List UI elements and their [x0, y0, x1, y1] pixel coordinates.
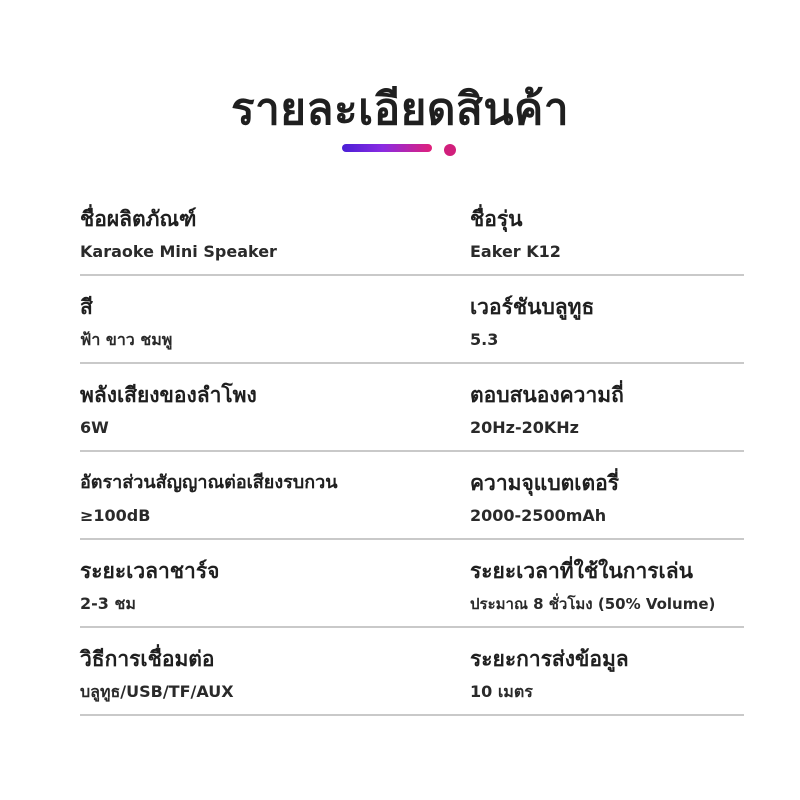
title-underline-accent: [342, 144, 432, 152]
spec-speaker-power: [80, 380, 460, 438]
spec-label: ตอบสนองความถี่: [470, 383, 624, 407]
spec-label: ความจุแบตเตอรี่: [470, 471, 619, 495]
spec-label: ระยะการส่งข้อมูล: [470, 647, 629, 671]
spec-value: ประมาณ 8 ชั่วโมง (50% Volume): [470, 595, 716, 613]
spec-value: 10 เมตร: [470, 682, 533, 701]
spec-value: ฟ้า ขาว ชมพู: [80, 330, 173, 349]
spec-signal-to-noise: [80, 468, 460, 526]
spec-label: อัตราส่วนสัญญาณต่อเสียงรบกวน: [80, 472, 338, 493]
spec-value: ≥100dB: [80, 506, 151, 525]
spec-row-color-bluetooth: [80, 276, 744, 364]
spec-row-product-model: [80, 188, 744, 276]
spec-product-name: [80, 204, 460, 262]
spec-frequency-response: [470, 380, 750, 438]
spec-model-name: [470, 204, 750, 262]
spec-label: วิธีการเชื่อมต่อ: [80, 647, 215, 671]
spec-transmission-range: [470, 644, 750, 702]
spec-charging-time: [80, 556, 460, 614]
spec-label: เวอร์ชันบลูทูธ: [470, 295, 595, 319]
spec-connection-method: [80, 644, 460, 702]
spec-label: ชื่อผลิตภัณฑ์: [80, 207, 197, 231]
spec-color: [80, 292, 460, 350]
spec-value: 6W: [80, 418, 109, 437]
spec-play-time: [470, 556, 750, 614]
spec-label: ระยะเวลาชาร์จ: [80, 559, 220, 583]
spec-value: บลูทูธ/USB/TF/AUX: [80, 682, 234, 701]
spec-table: [80, 188, 744, 716]
spec-value: 20Hz-20KHz: [470, 418, 579, 437]
spec-value: 2000-2500mAh: [470, 506, 607, 525]
page-title: รายละเอียดสินค้า: [230, 84, 570, 135]
spec-battery-capacity: [470, 468, 750, 526]
spec-value: 2-3 ชม: [80, 594, 136, 613]
spec-value: Karaoke Mini Speaker: [80, 242, 277, 261]
spec-row-power-frequency: [80, 364, 744, 452]
spec-label: พลังเสียงของลำโพง: [80, 383, 257, 407]
spec-row-snr-battery: [80, 452, 744, 540]
spec-value: Eaker K12: [470, 242, 561, 261]
spec-row-charge-playtime: [80, 540, 744, 628]
spec-label: ชื่อรุ่น: [470, 207, 523, 231]
spec-value: 5.3: [470, 330, 499, 349]
spec-bluetooth-version: [470, 292, 750, 350]
title-accent-dot: [444, 144, 456, 156]
spec-label: ระยะเวลาที่ใช้ในการเล่น: [470, 559, 693, 583]
spec-label: สี: [80, 295, 93, 319]
spec-row-connection-range: [80, 628, 744, 716]
